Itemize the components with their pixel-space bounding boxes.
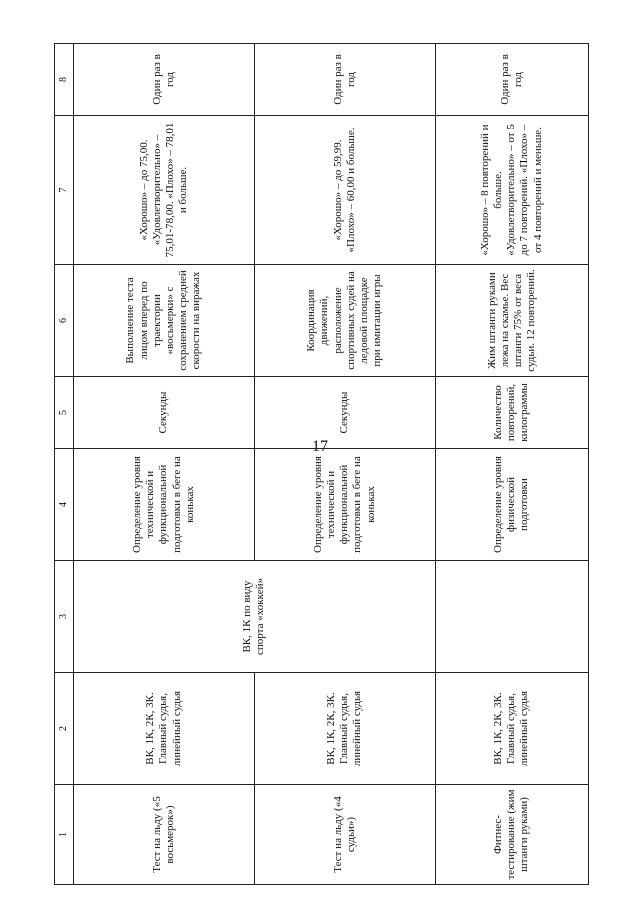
referee-categories: ВК, 1К, 2К, 3К. Главный судья, линейный судья bbox=[74, 673, 255, 785]
test-description: Жим штанги руками лежа на скамье. Вес штанги 75% от веса судьи. 12 повторений. bbox=[435, 265, 588, 377]
test-frequency: Один раз в год bbox=[74, 44, 255, 116]
measurement-unit: Секунды bbox=[254, 377, 435, 449]
test-description: Выполнение теста лицом вперед по траектории «восьмерки» с сохранением средней скорости на виражах bbox=[74, 265, 255, 377]
standards-table bbox=[54, 43, 589, 885]
evaluation-criteria: «Хорошо» – до 59,99. «Плохо» – 60,00 и больше. bbox=[254, 116, 435, 265]
column-number-row bbox=[55, 44, 74, 885]
table-row bbox=[74, 44, 255, 885]
column-number: 3 bbox=[55, 561, 74, 673]
column-number: 8 bbox=[55, 44, 74, 116]
test-description: Координация движений, расположение спортивных судей на ледовой площадке при имитации игры bbox=[254, 265, 435, 377]
test-name: Тест на льду («5 восьмерок») bbox=[74, 785, 255, 885]
test-purpose: Определение уровня физической подготовки bbox=[435, 449, 588, 561]
evaluation-criteria: «Хорошо» – 8 повторений и больше. «Удовлетворительно» – от 5 до 7 повторений. «Плохо» – от 4 повторений и меньше. bbox=[435, 116, 588, 265]
column-number: 4 bbox=[55, 449, 74, 561]
assessor-cell: ВК, 1К по виду спорта «хоккей» bbox=[74, 561, 436, 673]
test-frequency: Один раз в год bbox=[254, 44, 435, 116]
table-row bbox=[435, 44, 588, 885]
column-number: 5 bbox=[55, 377, 74, 449]
table-row bbox=[254, 44, 435, 885]
test-purpose: Определение уровня технической и функциональной подготовки в беге на коньках bbox=[74, 449, 255, 561]
page-number: 17 bbox=[312, 438, 328, 455]
measurement-unit: Количество повторений, килограммы bbox=[435, 377, 588, 449]
test-name: Тест на льду («4 судьи») bbox=[254, 785, 435, 885]
column-number: 6 bbox=[55, 265, 74, 377]
column-number: 7 bbox=[55, 116, 74, 265]
column-number: 1 bbox=[55, 785, 74, 885]
assessor-cell-empty bbox=[435, 561, 588, 673]
measurement-unit: Секунды bbox=[74, 377, 255, 449]
test-purpose: Определение уровня технической и функциональной подготовки в беге на коньках bbox=[254, 449, 435, 561]
rotated-table-container bbox=[54, 44, 589, 885]
column-number: 2 bbox=[55, 673, 74, 785]
referee-categories: ВК, 1К, 2К, 3К. Главный судья, линейный судья bbox=[435, 673, 588, 785]
test-frequency: Один раз в год bbox=[435, 44, 588, 116]
test-name: Фитнес-тестирование (жим штанги руками) bbox=[435, 785, 588, 885]
referee-categories: ВК, 1К, 2К, 3К. Главный судья, линейный судья bbox=[254, 673, 435, 785]
evaluation-criteria: «Хорошо» – до 75,00. «Удовлетворительно» – 75,01-78,00. «Плохо» – 78,01 и больше. bbox=[74, 116, 255, 265]
